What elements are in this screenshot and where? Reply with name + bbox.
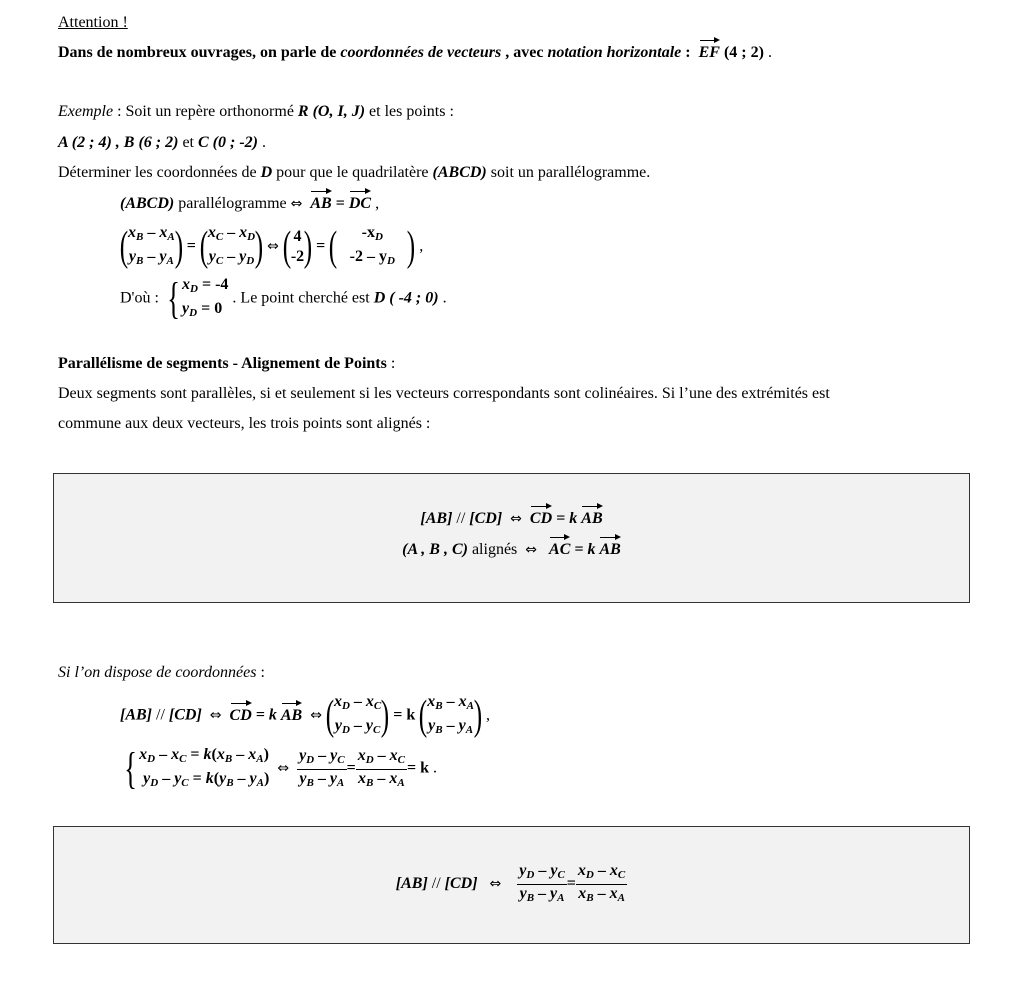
vector-ab: AB [310, 195, 332, 212]
vector-dc: DC [348, 195, 372, 212]
alignment-rule: (A , B , C) alignés ⇔ AC = k AB [402, 541, 621, 558]
example-line: Exemple : Soit un repère orthonormé R (O, I, J) et les points : [58, 103, 454, 120]
intro-paragraph: Dans de nombreux ouvrages, on parle de coordonnées de vecteurs , avec notation horizontale : EF (4 ; 2) . [58, 44, 772, 61]
points-line: A (2 ; 4) , B (6 ; 2) et C (0 ; -2) . [58, 134, 266, 151]
attention-heading: Attention ! [58, 14, 128, 31]
section-paragraph-1: Deux segments sont parallèles, si et seulement si les vecteurs correspondants sont colinéaires. Si l’une des extrémités est [58, 385, 830, 402]
section-title: Parallélisme de segments - Alignement de Points : [58, 355, 396, 372]
step1-line: (ABCD) parallélogramme ⇔ AB = DC , [120, 195, 380, 212]
theorem-box-1 [53, 473, 970, 603]
vector-ef: EF [698, 44, 720, 61]
coords-parallel-rule: [AB] // [CD] ⇔ $\frac{y_D - y_C}{y_B - y_A}$ = $\frac{x_D - x_C}{x_B - x_A}$ [395, 862, 626, 904]
coords-title: Si l’on dispose de coordonnées : [58, 664, 265, 681]
step2-matrices: ($x_B - x_A$ $y_B - y_A) = (x_C - x_D$ $y_C - y_D$) ⇔ ( 4 -2) = ( $-x_D$ $-2 - y_D$ ) , [119, 224, 424, 270]
coords-vector-line: [AB] // [CD] ⇔ CD = k AB ⇔ ($x_D - x_C$ $y_D - y_C) = k$ ($x_B - x_A$ $y_B - y_A$) , [120, 693, 490, 739]
question-line: Déterminer les coordonnées de D pour que le quadrilatère (ABCD) soit un parallélogramme. [58, 164, 651, 181]
theorem-box-2 [53, 826, 970, 944]
section-paragraph-2: commune aux deux vecteurs, les trois points sont alignés : [58, 415, 431, 432]
parallel-rule: [AB] // [CD] ⇔ CD = k AB [420, 510, 603, 527]
step3-line: D'où : { $x_D = -4$ $y_D = 0$ . Le point cherché est D ( -4 ; 0) . [120, 274, 447, 323]
coords-system-line: { $x_D - x_C = k(x_B - x_A)$ $y_D - y_C = k(y_B - y_A)$ ⇔ $\frac{y_D - y_C}{y_B - y_A}$ = $\frac{x_D - x_C}{x_B - x_A}$ = k . [124, 744, 438, 793]
